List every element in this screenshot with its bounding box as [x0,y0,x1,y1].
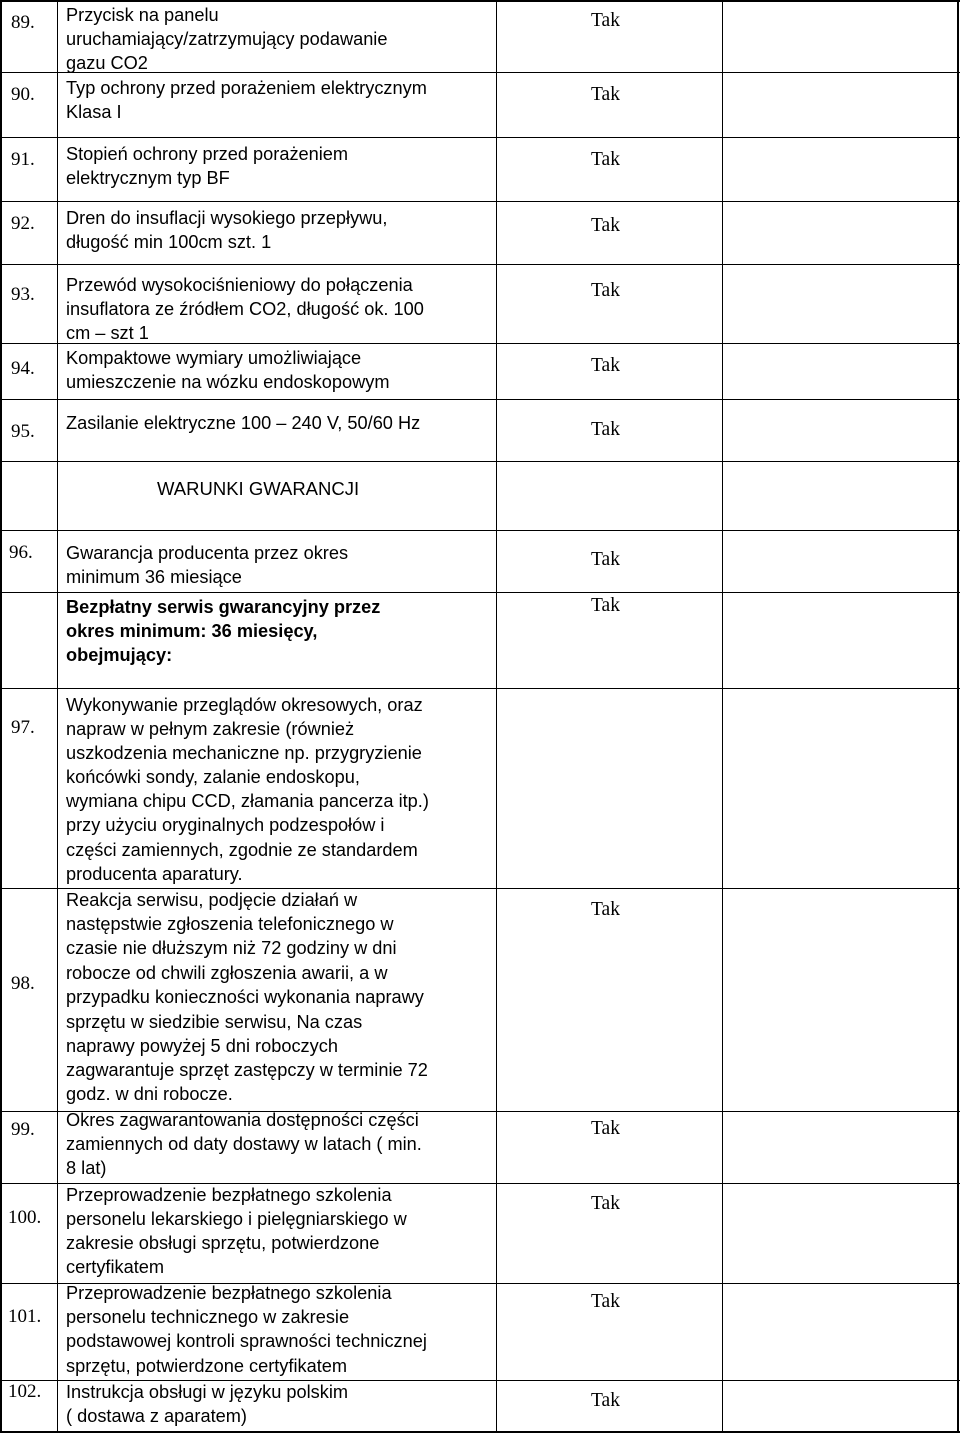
row-description-line: Okres zagwarantowania dostępności części [66,1110,419,1130]
row-description-line: minimum 36 miesiące [66,567,242,587]
row-number: 100. [8,1207,42,1228]
section-heading: WARUNKI GWARANCJI [157,478,360,499]
row-description-line: Dren do insuflacji wysokiego przepływu, [66,208,388,228]
row-description-line: sprzętu, potwierdzone certyfikatem [66,1356,348,1376]
row-description-line: Bezpłatny serwis gwarancyjny przez [66,597,381,617]
row-value: Tak [591,149,620,170]
row-number: 101. [8,1306,42,1327]
row-number: 92. [11,213,35,234]
row-number: 102. [8,1381,42,1402]
row-description-line: Kompaktowe wymiary umożliwiające [66,348,362,368]
row-description-line: sprzętu w siedzibie serwisu, Na czas [66,1012,363,1032]
row-number: 96. [9,542,33,563]
row-description-line: Przeprowadzenie bezpłatnego szkolenia [66,1283,392,1303]
row-description-line: uruchamiający/zatrzymujący podawanie [66,29,388,49]
row-description-line: długość min 100cm szt. 1 [66,232,272,252]
row-description-line: Typ ochrony przed porażeniem elektrycznym [66,78,427,98]
row-description-line: zamiennych od daty dostawy w latach ( min. [66,1134,422,1154]
row-description-line: przy użyciu oryginalnych podzespołów i [66,815,385,835]
row-description-line: Przewód wysokociśnieniowy do połączenia [66,275,413,295]
row-description-line: elektrycznym typ BF [66,168,230,188]
row-description-line: wymiana chipu CCD, złamania pancerza itp.) [66,791,429,811]
row-description-line: producenta aparatury. [66,864,243,884]
row-description-line: Stopień ochrony przed porażeniem [66,144,349,164]
row-number: 99. [11,1119,35,1140]
row-description-line: Gwarancja producenta przez okres [66,543,349,563]
row-description-line: naprawy powyżej 5 dni roboczych [66,1036,338,1056]
row-description-line: uszkodzenia mechaniczne np. przygryzienie [66,743,422,763]
row-value: Tak [591,419,620,440]
row-description-line: okres minimum: 36 miesięcy, [66,621,318,641]
row-value: Tak [591,355,620,376]
row-description-line: insuflatora ze źródłem CO2, długość ok. 100 [66,299,424,319]
row-number: 97. [11,717,35,738]
row-description-line: gazu CO2 [66,53,148,73]
row-value: Tak [591,595,620,616]
row-value: Tak [591,1193,620,1214]
row-description-line: Wykonywanie przeglądów okresowych, oraz [66,695,423,715]
row-number: 98. [11,973,35,994]
row-description-line: części zamiennych, zgodnie ze standardem [66,840,418,860]
row-value: Tak [591,215,620,236]
row-value: Tak [591,1118,620,1139]
row-number: 94. [11,358,35,379]
row-description-line: personelu lekarskiego i pielęgniarskiego w [66,1209,407,1229]
row-description-line: personelu technicznego w zakresie [66,1307,350,1327]
row-description-line: zagwarantuje sprzęt zastępczy w terminie 72 [66,1060,428,1080]
row-value: Tak [591,1291,620,1312]
row-number: 89. [11,12,35,33]
row-description-line: czasie nie dłuższym niż 72 godziny w dni [66,938,397,958]
row-description-line: ( dostawa z aparatem) [66,1406,247,1426]
row-description-line: godz. w dni robocze. [66,1084,233,1104]
row-description-line: następstwie zgłoszenia telefonicznego w [66,914,394,934]
row-description-line: umieszczenie na wózku endoskopowym [66,372,390,392]
row-description-line: Instrukcja obsługi w języku polskim [66,1382,349,1402]
row-description-line: końcówki sondy, zalanie endoskopu, [66,767,360,787]
row-description-line: przypadku konieczności wykonania naprawy [66,987,424,1007]
row-value: Tak [591,899,620,920]
row-number: 95. [11,421,35,442]
row-description-line: zakresie obsługi sprzętu, potwierdzone [66,1233,380,1253]
row-description-line: napraw w pełnym zakresie (również [66,719,355,739]
row-description-line: certyfikatem [66,1257,165,1277]
row-value: Tak [591,549,620,570]
row-description-line: Zasilanie elektryczne 100 – 240 V, 50/60 Hz [66,413,421,433]
row-description-line: Przycisk na panelu [66,5,219,25]
row-description-line: podstawowej kontroli sprawności technicznej [66,1331,427,1351]
row-value: Tak [591,280,620,301]
row-description-line: Przeprowadzenie bezpłatnego szkolenia [66,1185,392,1205]
row-description-line: obejmujący: [66,645,173,665]
row-number: 93. [11,284,35,305]
row-value: Tak [591,84,620,105]
row-description-line: robocze od chwili zgłoszenia awarii, a w [66,963,388,983]
row-value: Tak [591,10,620,31]
row-description-line: Klasa I [66,102,122,122]
row-description-line: Reakcja serwisu, podjęcie działań w [66,890,358,910]
row-value: Tak [591,1390,620,1411]
row-number: 91. [11,149,35,170]
row-description-line: 8 lat) [66,1158,107,1178]
row-description-line: cm – szt 1 [66,323,149,343]
row-number: 90. [11,84,35,105]
